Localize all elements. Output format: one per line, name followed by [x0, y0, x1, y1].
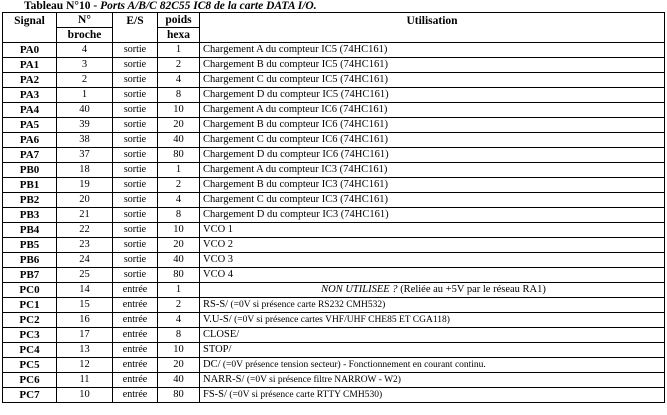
table-row	[3, 358, 665, 373]
broche-cell: 18	[57, 163, 113, 178]
es-cell: entrée	[113, 388, 158, 403]
table-row	[3, 253, 665, 268]
utilisation-cell	[200, 358, 665, 373]
broche-cell: 12	[57, 358, 113, 373]
table-row	[3, 343, 665, 358]
table-row	[3, 148, 665, 163]
broche-cell: 1	[57, 88, 113, 103]
table-row	[3, 103, 665, 118]
table-row	[3, 118, 665, 133]
broche-cell: 16	[57, 313, 113, 328]
es-cell: sortie	[113, 103, 158, 118]
table-row	[3, 238, 665, 253]
utilisation-cell: Chargement D du compteur IC5 (74HC161)	[200, 88, 665, 103]
utilisation-signal-name: CLOSE/	[203, 329, 240, 340]
utilisation-note: (=0V si présence carte RS232 CMH532)	[228, 300, 386, 310]
utilisation-cell: Chargement C du compteur IC6 (74HC161)	[200, 133, 665, 148]
broche-cell: 17	[57, 328, 113, 343]
utilisation-cell: Chargement B du compteur IC3 (74HC161)	[200, 178, 665, 193]
broche-cell: 11	[57, 373, 113, 388]
header-poids-bottom: hexa	[158, 28, 200, 43]
es-cell: entrée	[113, 358, 158, 373]
utilisation-note: (Reliée au +5V par le réseau RA1)	[397, 284, 546, 295]
utilisation-cell: Chargement D du compteur IC6 (74HC161)	[200, 148, 665, 163]
utilisation-cell	[200, 328, 665, 343]
signal-cell: PB1	[3, 178, 57, 193]
signal-cell: PC2	[3, 313, 57, 328]
utilisation-cell	[200, 388, 665, 403]
poids-cell: 8	[158, 88, 200, 103]
table-row	[3, 73, 665, 88]
utilisation-cell: Chargement A du compteur IC3 (74HC161)	[200, 163, 665, 178]
es-cell: sortie	[113, 88, 158, 103]
es-cell: sortie	[113, 238, 158, 253]
signal-cell: PB3	[3, 208, 57, 223]
table-row	[3, 88, 665, 103]
signal-cell: PC1	[3, 298, 57, 313]
es-cell: sortie	[113, 43, 158, 58]
poids-cell: 8	[158, 208, 200, 223]
table-caption	[24, 0, 317, 12]
broche-cell: 13	[57, 343, 113, 358]
utilisation-cell	[200, 283, 665, 298]
poids-cell: 1	[158, 43, 200, 58]
table-row	[3, 268, 665, 283]
signal-cell: PB0	[3, 163, 57, 178]
signal-cell: PC7	[3, 388, 57, 403]
header-es: E/S	[113, 13, 158, 43]
es-cell: sortie	[113, 73, 158, 88]
poids-cell: 1	[158, 283, 200, 298]
es-cell: sortie	[113, 208, 158, 223]
signal-cell: PC5	[3, 358, 57, 373]
es-cell: entrée	[113, 328, 158, 343]
poids-cell: 20	[158, 118, 200, 133]
table-row	[3, 208, 665, 223]
signal-cell: PC6	[3, 373, 57, 388]
utilisation-cell: VCO 4	[200, 268, 665, 283]
es-cell: sortie	[113, 193, 158, 208]
signal-cell: PB4	[3, 223, 57, 238]
caption-title: Ports A/B/C 82C55 IC8 de la carte DATA I/O.	[100, 0, 317, 12]
table-row	[3, 283, 665, 298]
signal-cell: PC4	[3, 343, 57, 358]
poids-cell: 20	[158, 358, 200, 373]
signal-cell: PB7	[3, 268, 57, 283]
poids-cell: 80	[158, 268, 200, 283]
es-cell: sortie	[113, 148, 158, 163]
utilisation-cell: VCO 1	[200, 223, 665, 238]
es-cell: entrée	[113, 373, 158, 388]
signal-cell: PA7	[3, 148, 57, 163]
utilisation-signal-name: NARR-S/	[203, 374, 245, 385]
table-row	[3, 328, 665, 343]
utilisation-signal-name: STOP/	[203, 344, 232, 355]
poids-cell: 1	[158, 163, 200, 178]
table-row	[3, 298, 665, 313]
es-cell: sortie	[113, 223, 158, 238]
es-cell: sortie	[113, 58, 158, 73]
es-cell: sortie	[113, 118, 158, 133]
utilisation-note: (=0V si présence carte RTTY CMH530)	[226, 390, 383, 400]
utilisation-signal-name: FS-S/	[203, 389, 227, 400]
signal-cell: PC0	[3, 283, 57, 298]
signal-cell: PB6	[3, 253, 57, 268]
table-row	[3, 388, 665, 403]
es-cell: entrée	[113, 313, 158, 328]
broche-cell: 22	[57, 223, 113, 238]
poids-cell: 80	[158, 148, 200, 163]
utilisation-cell	[200, 298, 665, 313]
utilisation-note: (=0V présence tension secteur) - Fonctionnement en courant continu.	[220, 360, 486, 370]
header-utilisation: Utilisation	[200, 13, 665, 43]
utilisation-cell: VCO 2	[200, 238, 665, 253]
signal-cell: PB2	[3, 193, 57, 208]
poids-cell: 4	[158, 193, 200, 208]
utilisation-note: (=0V si présence filtre NARROW - W2)	[244, 375, 401, 385]
header-signal: Signal	[3, 13, 57, 43]
broche-cell: 15	[57, 298, 113, 313]
es-cell: entrée	[113, 298, 158, 313]
table-body	[3, 43, 665, 403]
es-cell: entrée	[113, 343, 158, 358]
poids-cell: 40	[158, 133, 200, 148]
poids-cell: 80	[158, 388, 200, 403]
poids-cell: 8	[158, 328, 200, 343]
broche-cell: 39	[57, 118, 113, 133]
utilisation-cell	[200, 313, 665, 328]
utilisation-signal-name: DC/	[203, 359, 221, 370]
table-row	[3, 223, 665, 238]
utilisation-signal-name: RS-S/	[203, 299, 229, 310]
es-cell: sortie	[113, 178, 158, 193]
utilisation-cell: Chargement A du compteur IC6 (74HC161)	[200, 103, 665, 118]
broche-cell: 3	[57, 58, 113, 73]
table-row	[3, 58, 665, 73]
broche-cell: 21	[57, 208, 113, 223]
broche-cell: 19	[57, 178, 113, 193]
utilisation-note: (=0V si présence cartes VHF/UHF CHE85 ET CGA118)	[231, 315, 450, 325]
table-row	[3, 133, 665, 148]
table-row	[3, 193, 665, 208]
poids-cell: 20	[158, 238, 200, 253]
signal-cell: PA2	[3, 73, 57, 88]
signal-cell: PA6	[3, 133, 57, 148]
broche-cell: 38	[57, 133, 113, 148]
signal-cell: PA3	[3, 88, 57, 103]
broche-cell: 23	[57, 238, 113, 253]
poids-cell: 2	[158, 298, 200, 313]
signal-cell: PA5	[3, 118, 57, 133]
header-broche-bottom: broche	[57, 28, 113, 43]
signal-cell: PC3	[3, 328, 57, 343]
ports-table	[2, 12, 665, 403]
utilisation-cell: Chargement C du compteur IC3 (74HC161)	[200, 193, 665, 208]
utilisation-cell	[200, 343, 665, 358]
es-cell: sortie	[113, 163, 158, 178]
poids-cell: 10	[158, 103, 200, 118]
header-poids-top: poids	[158, 13, 200, 28]
caption-prefix: Tableau N°10 -	[24, 0, 101, 12]
poids-cell: 4	[158, 73, 200, 88]
utilisation-cell	[200, 373, 665, 388]
es-cell: sortie	[113, 268, 158, 283]
poids-cell: 40	[158, 373, 200, 388]
table-row	[3, 373, 665, 388]
poids-cell: 40	[158, 253, 200, 268]
signal-cell: PA4	[3, 103, 57, 118]
es-cell: sortie	[113, 253, 158, 268]
broche-cell: 2	[57, 73, 113, 88]
broche-cell: 14	[57, 283, 113, 298]
broche-cell: 4	[57, 43, 113, 58]
signal-cell: PB5	[3, 238, 57, 253]
poids-cell: 2	[158, 178, 200, 193]
table-row	[3, 178, 665, 193]
utilisation-cell: Chargement C du compteur IC5 (74HC161)	[200, 73, 665, 88]
utilisation-cell: Chargement B du compteur IC5 (74HC161)	[200, 58, 665, 73]
utilisation-signal-name: V.U-S/	[203, 314, 232, 325]
broche-cell: 24	[57, 253, 113, 268]
signal-cell: PA1	[3, 58, 57, 73]
utilisation-cell: Chargement D du compteur IC3 (74HC161)	[200, 208, 665, 223]
broche-cell: 40	[57, 103, 113, 118]
table-row	[3, 313, 665, 328]
poids-cell: 2	[158, 58, 200, 73]
broche-cell: 37	[57, 148, 113, 163]
broche-cell: 25	[57, 268, 113, 283]
es-cell: entrée	[113, 283, 158, 298]
broche-cell: 10	[57, 388, 113, 403]
utilisation-status: NON UTILISEE ?	[321, 284, 398, 295]
signal-cell: PA0	[3, 43, 57, 58]
poids-cell: 10	[158, 223, 200, 238]
utilisation-cell: Chargement B du compteur IC6 (74HC161)	[200, 118, 665, 133]
table-row	[3, 43, 665, 58]
poids-cell: 10	[158, 343, 200, 358]
poids-cell: 4	[158, 313, 200, 328]
header-broche-top: N°	[57, 13, 113, 28]
table-row	[3, 163, 665, 178]
utilisation-cell: Chargement A du compteur IC5 (74HC161)	[200, 43, 665, 58]
broche-cell: 20	[57, 193, 113, 208]
utilisation-cell: VCO 3	[200, 253, 665, 268]
es-cell: sortie	[113, 133, 158, 148]
